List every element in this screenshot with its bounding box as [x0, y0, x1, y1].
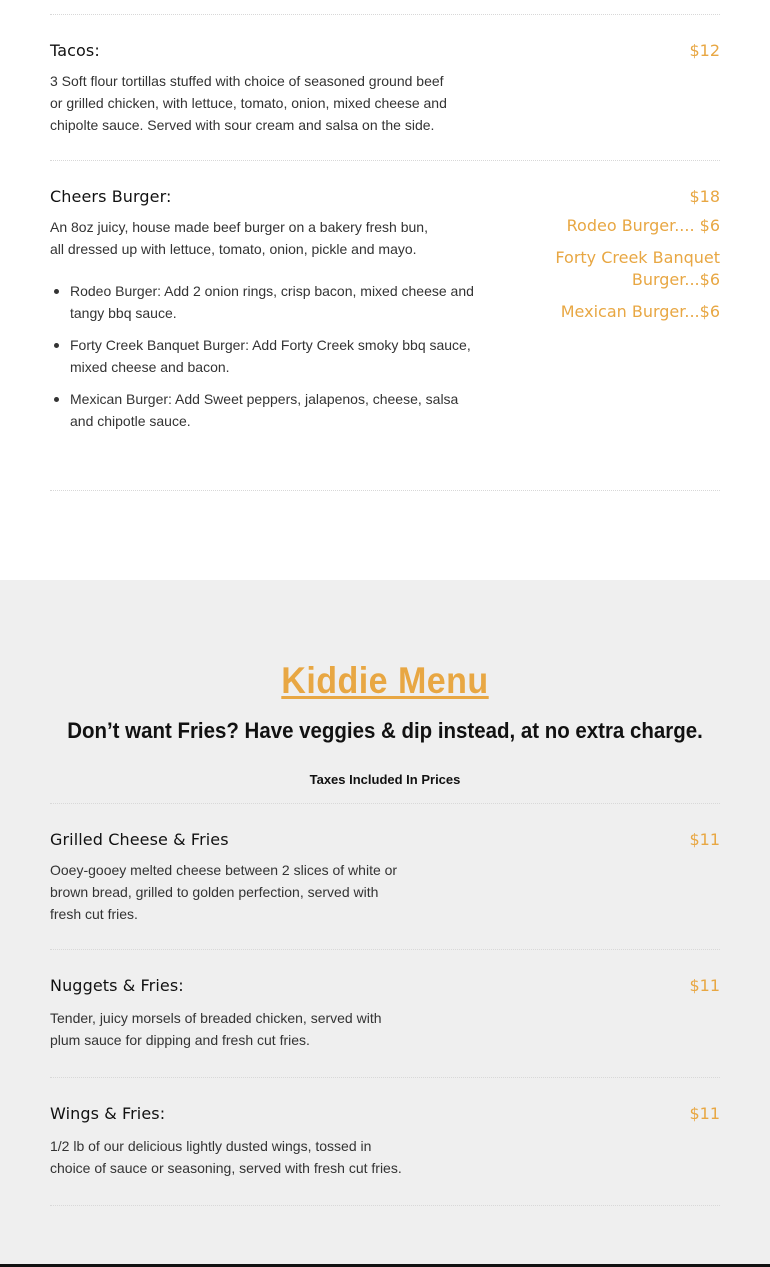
- description-line: An 8oz juicy, house made beef burger on a bakery fresh bun,: [50, 219, 428, 235]
- option-mexican-burger: Mexican Burger: Add Sweet peppers, jalapenos, cheese, salsa and chipotle sauce.: [50, 388, 480, 432]
- item-name-nuggets: Nuggets & Fries:: [50, 976, 184, 995]
- item-name-tacos: Tacos:: [50, 41, 100, 60]
- description-line: all dressed up with lettuce, tomato, onion, pickle and mayo.: [50, 241, 417, 257]
- description-line: plum sauce for dipping and fresh cut fries.: [50, 1032, 310, 1048]
- divider: [50, 803, 720, 804]
- description-line: or grilled chicken, with lettuce, tomato, onion, mixed cheese and: [50, 95, 447, 111]
- item-description-tacos: [50, 70, 447, 136]
- description-line: Tender, juicy morsels of breaded chicken, served with: [50, 1010, 382, 1026]
- kiddie-menu-subtitle: Don’t want Fries? Have veggies & dip instead, at no extra charge.: [67, 718, 703, 743]
- burger-options-list: [50, 280, 480, 442]
- kiddie-menu-title: Kiddie Menu: [281, 660, 489, 701]
- divider: [50, 1205, 720, 1206]
- burger-addon-prices: [540, 215, 720, 333]
- item-name-grilled-cheese: Grilled Cheese & Fries: [50, 830, 229, 849]
- item-name-cheers-burger: Cheers Burger:: [50, 187, 172, 206]
- description-line: chipolte sauce. Served with sour cream and salsa on the side.: [50, 117, 435, 133]
- kiddie-menu-section: [0, 580, 770, 1264]
- item-price-tacos: $12: [689, 41, 720, 60]
- description-line: choice of sauce or seasoning, served with fresh cut fries.: [50, 1160, 402, 1176]
- item-price-nuggets: $11: [689, 976, 720, 995]
- item-price-grilled-cheese: $11: [689, 830, 720, 849]
- addon-price-rodeo: Rodeo Burger.... $6: [566, 216, 720, 235]
- addon-price-mexican: Mexican Burger...$6: [560, 302, 720, 321]
- item-description-cheers-burger: [50, 216, 428, 260]
- tax-note: Taxes Included In Prices: [309, 772, 461, 787]
- item-description-grilled-cheese: [50, 859, 397, 925]
- description-line: brown bread, grilled to golden perfection, served with: [50, 884, 379, 900]
- description-line: 3 Soft flour tortillas stuffed with choice of seasoned ground beef: [50, 73, 444, 89]
- item-description-wings: [50, 1135, 402, 1179]
- item-description-nuggets: [50, 1007, 382, 1051]
- divider: [50, 949, 720, 950]
- divider: [50, 1077, 720, 1078]
- item-name-wings: Wings & Fries:: [50, 1104, 166, 1123]
- description-line: fresh cut fries.: [50, 906, 138, 922]
- item-price-wings: $11: [689, 1104, 720, 1123]
- divider: [50, 490, 720, 491]
- item-price-cheers-burger: $18: [689, 187, 720, 206]
- option-forty-creek-burger: Forty Creek Banquet Burger: Add Forty Creek smoky bbq sauce, mixed cheese and bacon.: [50, 334, 480, 378]
- main-menu-section: [0, 0, 770, 580]
- divider: [50, 14, 720, 15]
- option-rodeo-burger: Rodeo Burger: Add 2 onion rings, crisp bacon, mixed cheese and tangy bbq sauce.: [50, 280, 480, 324]
- addon-price-forty-creek: Forty Creek Banquet Burger...$6: [555, 248, 720, 289]
- description-line: 1/2 lb of our delicious lightly dusted wings, tossed in: [50, 1138, 372, 1154]
- description-line: Ooey-gooey melted cheese between 2 slices of white or: [50, 862, 398, 878]
- divider: [50, 160, 720, 161]
